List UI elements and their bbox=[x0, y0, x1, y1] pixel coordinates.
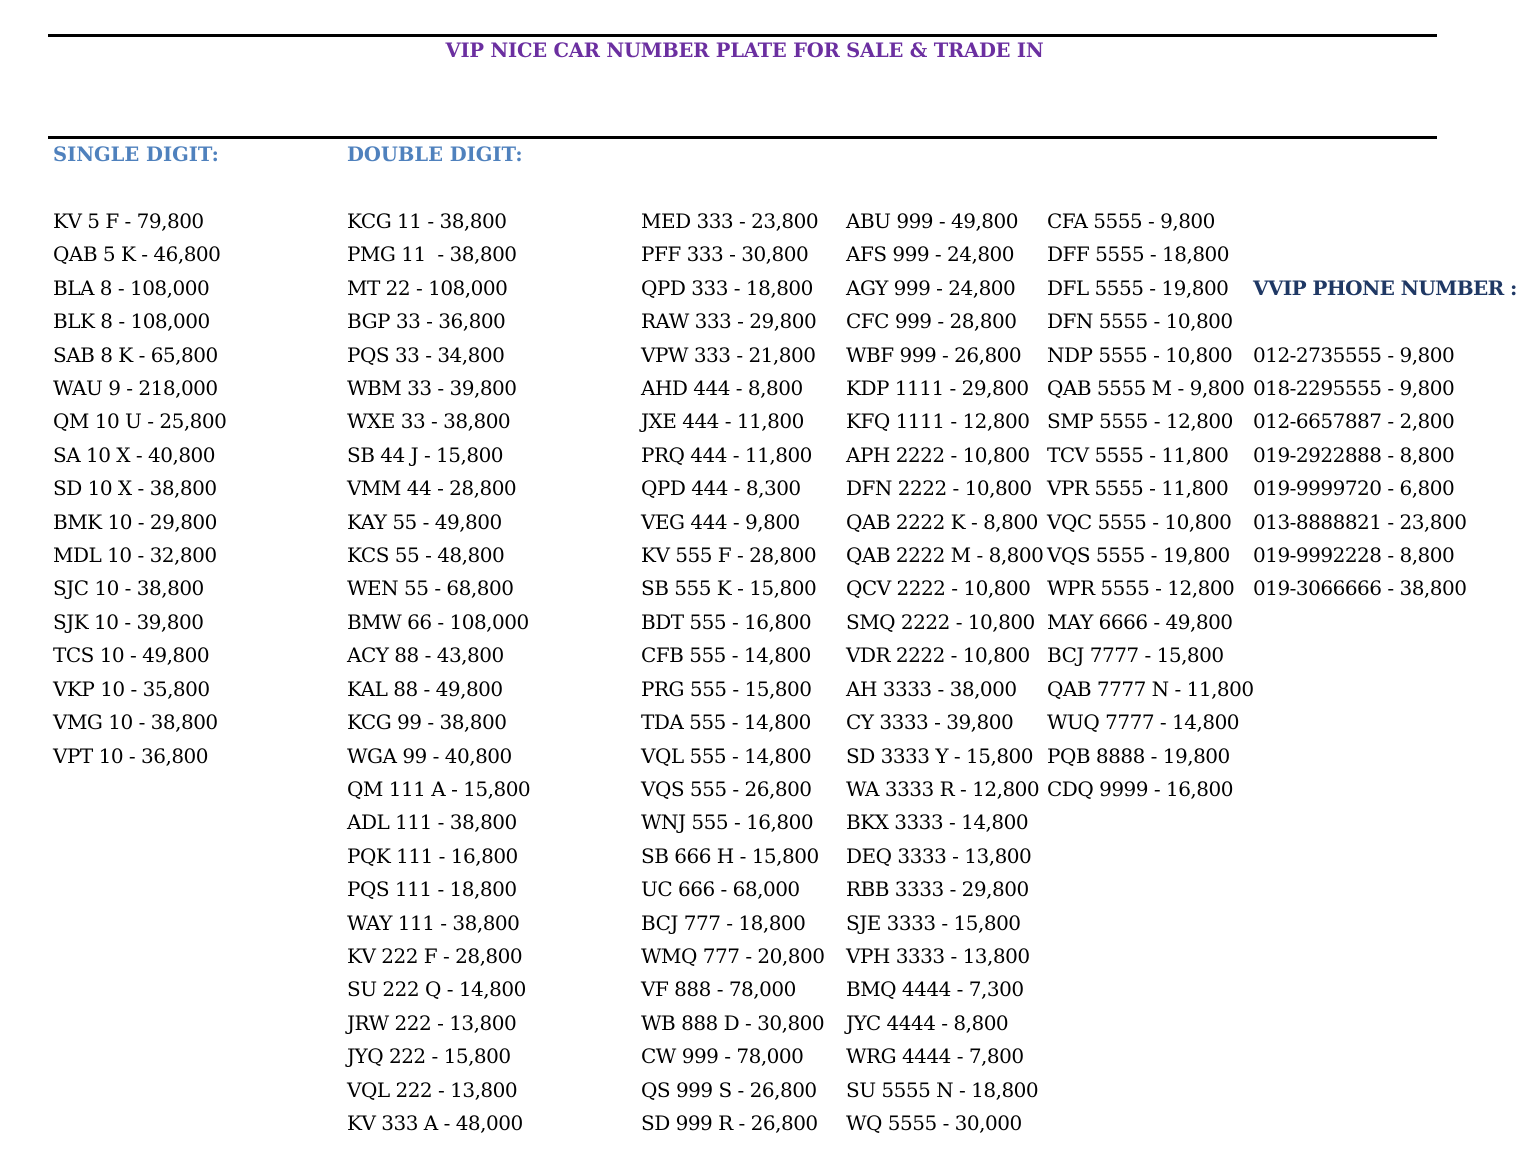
plate-list-item: BLA 8 - 108,000 bbox=[53, 275, 210, 300]
plate-list-item: WRG 4444 - 7,800 bbox=[846, 1044, 1024, 1069]
plate-list-item: BCJ 777 - 18,800 bbox=[641, 910, 806, 935]
plate-list-item: WPR 5555 - 12,800 bbox=[1047, 576, 1235, 601]
plate-list-item: KCS 55 - 48,800 bbox=[347, 543, 505, 568]
plate-list-item: WQ 5555 - 30,000 bbox=[846, 1110, 1022, 1135]
plate-list-item: KCG 11 - 38,800 bbox=[347, 209, 507, 233]
plate-list-item: BMW 66 - 108,000 bbox=[347, 609, 529, 634]
plate-list-item: JYC 4444 - 8,800 bbox=[846, 1010, 1009, 1035]
plate-list-item: SA 10 X - 40,800 bbox=[53, 442, 215, 467]
plate-list-item: BMK 10 - 29,800 bbox=[53, 509, 217, 534]
plate-list-item: VDR 2222 - 10,800 bbox=[846, 643, 1030, 668]
plate-list-item: WGA 99 - 40,800 bbox=[347, 743, 512, 768]
plate-list-item: KFQ 1111 - 12,800 bbox=[846, 409, 1030, 434]
plate-list-item: DFN 2222 - 10,800 bbox=[846, 476, 1032, 501]
plate-list-item: WMQ 777 - 20,800 bbox=[641, 943, 825, 968]
plate-list-item: WBM 33 - 39,800 bbox=[347, 376, 517, 401]
plate-list-item: AFS 999 - 24,800 bbox=[846, 242, 1015, 267]
plate-list-item: TCS 10 - 49,800 bbox=[53, 643, 210, 668]
plate-list-item: AHD 444 - 8,800 bbox=[641, 376, 803, 401]
plate-list-item: WA 3333 R - 12,800 bbox=[846, 776, 1040, 801]
plate-list-item: CDQ 9999 - 16,800 bbox=[1047, 776, 1233, 801]
plate-list-item: APH 2222 - 10,800 bbox=[846, 442, 1030, 467]
plate-list-item: SU 5555 N - 18,800 bbox=[846, 1077, 1039, 1102]
plate-list-item: VPR 5555 - 11,800 bbox=[1047, 476, 1229, 501]
single-digit-list bbox=[53, 205, 226, 773]
plate-list-item: VKP 10 - 35,800 bbox=[53, 676, 210, 701]
plate-list-item: MAY 6666 - 49,800 bbox=[1047, 609, 1233, 634]
plate-list-item: KV 555 F - 28,800 bbox=[641, 543, 817, 568]
plate-list-item: AGY 999 - 24,800 bbox=[846, 275, 1016, 300]
plate-list-item: WEN 55 - 68,800 bbox=[347, 576, 514, 601]
plate-list-item: SD 3333 Y - 15,800 bbox=[846, 743, 1034, 768]
plate-list-item: SMP 5555 - 12,800 bbox=[1047, 409, 1233, 434]
plate-list-item: VQS 555 - 26,800 bbox=[641, 776, 812, 801]
plate-list-item: KV 333 A - 48,000 bbox=[347, 1110, 523, 1135]
plate-list-item: QAB 5555 M - 9,800 bbox=[1047, 376, 1245, 401]
plate-list-item: CY 3333 - 39,800 bbox=[846, 710, 1014, 735]
plate-list-item: VQL 555 - 14,800 bbox=[641, 743, 812, 768]
plate-list-item: QAB 2222 K - 8,800 bbox=[846, 509, 1038, 534]
plate-list-item: MDL 10 - 32,800 bbox=[53, 543, 217, 568]
plate-list-item: KAL 88 - 49,800 bbox=[347, 676, 503, 701]
four-digit-list-b bbox=[1047, 205, 1254, 806]
plate-list-item: VPW 333 - 21,800 bbox=[641, 342, 816, 367]
plate-list-item: WAY 111 - 38,800 bbox=[347, 910, 520, 935]
plate-list-item: WBF 999 - 26,800 bbox=[846, 342, 1022, 367]
phone-number-item: 012-2735555 - 9,800 bbox=[1253, 342, 1455, 367]
plate-list-item: VPT 10 - 36,800 bbox=[53, 743, 208, 768]
plate-list-item: PQB 8888 - 19,800 bbox=[1047, 743, 1230, 768]
plate-list-item: PRQ 444 - 11,800 bbox=[641, 442, 812, 467]
plate-list-item: SMQ 2222 - 10,800 bbox=[846, 609, 1035, 634]
plate-list-item: MT 22 - 108,000 bbox=[347, 275, 508, 300]
plate-list-item: ADL 111 - 38,800 bbox=[347, 810, 517, 835]
plate-list-item: BKX 3333 - 14,800 bbox=[846, 810, 1029, 835]
plate-list-item: BCJ 7777 - 15,800 bbox=[1047, 643, 1224, 668]
plate-list-item: KDP 1111 - 29,800 bbox=[846, 376, 1029, 401]
plate-list-item: QAB 5 K - 46,800 bbox=[53, 242, 221, 267]
plate-list-item: QM 10 U - 25,800 bbox=[53, 409, 227, 434]
four-digit-list-a bbox=[846, 205, 1043, 1140]
plate-list-item: WAU 9 - 218,000 bbox=[53, 376, 218, 401]
plate-list-item: QS 999 S - 26,800 bbox=[641, 1077, 817, 1102]
plate-list-item: JXE 444 - 11,800 bbox=[641, 409, 804, 434]
plate-list-item: SB 44 J - 15,800 bbox=[347, 442, 504, 467]
plate-list-item: JYQ 222 - 15,800 bbox=[347, 1044, 511, 1069]
plate-list-item: QPD 444 - 8,300 bbox=[641, 476, 801, 501]
plate-list-item: WB 888 D - 30,800 bbox=[641, 1010, 825, 1035]
phone-number-item: 019-3066666 - 38,800 bbox=[1253, 576, 1467, 601]
plate-list-item: QCV 2222 - 10,800 bbox=[846, 576, 1031, 601]
double-digit-heading: DOUBLE DIGIT: bbox=[347, 143, 523, 166]
single-digit-heading: SINGLE DIGIT: bbox=[53, 143, 219, 166]
plate-list-item: ACY 88 - 43,800 bbox=[347, 643, 504, 668]
phone-number-item: 019-9999720 - 6,800 bbox=[1253, 476, 1455, 501]
plate-list-item: VPH 3333 - 13,800 bbox=[846, 943, 1030, 968]
plate-list-item: KAY 55 - 49,800 bbox=[347, 509, 502, 534]
plate-list-item: BLK 8 - 108,000 bbox=[53, 309, 210, 334]
plate-list-item: DFL 5555 - 19,800 bbox=[1047, 275, 1229, 300]
plate-list-item: SB 555 K - 15,800 bbox=[641, 576, 817, 601]
plate-list-item: VMM 44 - 28,800 bbox=[347, 476, 517, 501]
triple-digit-list bbox=[641, 205, 824, 1140]
plate-list-item: QAB 7777 N - 11,800 bbox=[1047, 676, 1254, 701]
phone-number-item: 019-9992228 - 8,800 bbox=[1253, 543, 1455, 568]
plate-list-item: KCG 99 - 38,800 bbox=[347, 710, 507, 735]
plate-list-item: VEG 444 - 9,800 bbox=[641, 509, 800, 534]
plate-list-item: DEQ 3333 - 13,800 bbox=[846, 843, 1032, 868]
double-digit-list bbox=[347, 205, 530, 1140]
plate-list-item: PRG 555 - 15,800 bbox=[641, 676, 812, 701]
phone-number-item: 018-2295555 - 9,800 bbox=[1253, 376, 1455, 401]
plate-list-item: RAW 333 - 29,800 bbox=[641, 309, 817, 334]
plate-list-item: JRW 222 - 13,800 bbox=[347, 1010, 517, 1035]
plate-list-item: BGP 33 - 36,800 bbox=[347, 309, 506, 334]
plate-list-item: MED 333 - 23,800 bbox=[641, 209, 819, 233]
plate-list-item: CFA 5555 - 9,800 bbox=[1047, 209, 1215, 233]
phone-number-item: 012-6657887 - 2,800 bbox=[1253, 409, 1455, 434]
plate-list-item: PMG 11 - 38,800 bbox=[347, 242, 517, 267]
top-rule bbox=[48, 34, 1437, 37]
page-title: VIP NICE CAR NUMBER PLATE FOR SALE & TRADE IN bbox=[445, 39, 1044, 62]
plate-list-item: SD 10 X - 38,800 bbox=[53, 476, 217, 501]
plate-list-item: RBB 3333 - 29,800 bbox=[846, 877, 1029, 902]
plate-list-item: VMG 10 - 38,800 bbox=[53, 710, 218, 735]
plate-list-item: PFF 333 - 30,800 bbox=[641, 242, 809, 267]
plate-list-item: ABU 999 - 49,800 bbox=[846, 209, 1018, 233]
phone-number-heading: VVIP PHONE NUMBER : bbox=[1253, 275, 1517, 300]
plate-list-item: SD 999 R - 26,800 bbox=[641, 1110, 818, 1135]
plate-list-item: SU 222 Q - 14,800 bbox=[347, 977, 526, 1002]
plate-list-item: BMQ 4444 - 7,300 bbox=[846, 977, 1024, 1002]
plate-list-item: PQS 111 - 18,800 bbox=[347, 877, 517, 902]
plate-list-item: WUQ 7777 - 14,800 bbox=[1047, 710, 1240, 735]
plate-list-item: CFC 999 - 28,800 bbox=[846, 309, 1017, 334]
plate-list-item: WNJ 555 - 16,800 bbox=[641, 810, 814, 835]
plate-list-item: SAB 8 K - 65,800 bbox=[53, 342, 218, 367]
plate-list-item: KV 5 F - 79,800 bbox=[53, 209, 204, 233]
plate-list-item: QM 111 A - 15,800 bbox=[347, 776, 531, 801]
plate-list-item: BDT 555 - 16,800 bbox=[641, 609, 812, 634]
phone-number-item: 013-8888821 - 23,800 bbox=[1253, 509, 1467, 534]
plate-list-item: KV 222 F - 28,800 bbox=[347, 943, 523, 968]
phone-number-item: 019-2922888 - 8,800 bbox=[1253, 442, 1455, 467]
plate-list-item: VF 888 - 78,000 bbox=[641, 977, 796, 1002]
plate-list-item: PQK 111 - 16,800 bbox=[347, 843, 518, 868]
plate-list-item: TCV 5555 - 11,800 bbox=[1047, 442, 1229, 467]
plate-list-item: VQL 222 - 13,800 bbox=[347, 1077, 518, 1102]
plate-list-item: SJE 3333 - 15,800 bbox=[846, 910, 1021, 935]
plate-list-item: DFN 5555 - 10,800 bbox=[1047, 309, 1233, 334]
plate-list-item: WXE 33 - 38,800 bbox=[347, 409, 511, 434]
plate-list-item: TDA 555 - 14,800 bbox=[641, 710, 811, 735]
plate-list-item: SJK 10 - 39,800 bbox=[53, 609, 204, 634]
plate-list-item: CW 999 - 78,000 bbox=[641, 1044, 804, 1069]
plate-list-item: UC 666 - 68,000 bbox=[641, 877, 800, 902]
plate-list-item: AH 3333 - 38,000 bbox=[846, 676, 1017, 701]
plate-list-item: VQC 5555 - 10,800 bbox=[1047, 509, 1232, 534]
plate-list-item: DFF 5555 - 18,800 bbox=[1047, 242, 1229, 267]
plate-list-item: QPD 333 - 18,800 bbox=[641, 275, 813, 300]
phone-number-list bbox=[1253, 205, 1517, 606]
plate-list-item: NDP 5555 - 10,800 bbox=[1047, 342, 1233, 367]
plate-list-item: PQS 33 - 34,800 bbox=[347, 342, 505, 367]
plate-list-item: VQS 5555 - 19,800 bbox=[1047, 543, 1230, 568]
plate-list-item: SJC 10 - 38,800 bbox=[53, 576, 204, 601]
plate-list-item: CFB 555 - 14,800 bbox=[641, 643, 811, 668]
plate-list-item: SB 666 H - 15,800 bbox=[641, 843, 819, 868]
plate-list-item: QAB 2222 M - 8,800 bbox=[846, 543, 1044, 568]
header-rule bbox=[48, 136, 1437, 139]
